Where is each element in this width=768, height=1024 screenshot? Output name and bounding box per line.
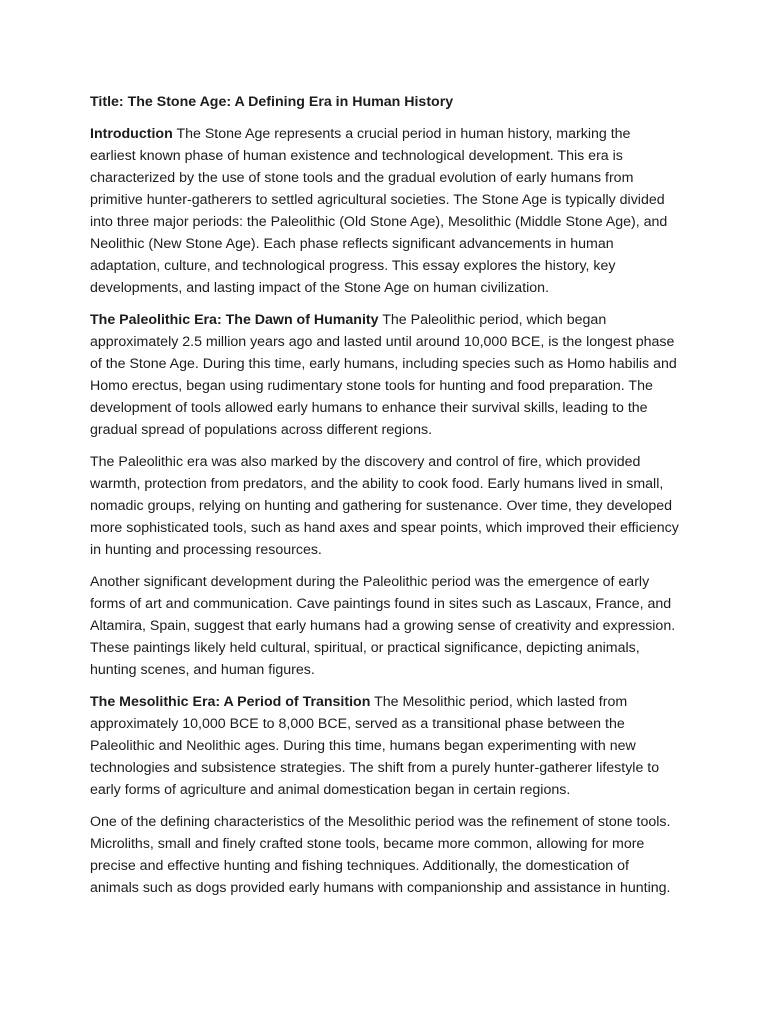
mesolithic-paragraph: [90, 692, 680, 802]
introduction-text: The Stone Age represents a crucial period in human history, marking the earliest known phase of human existence and technological development. This era is characterized by the use of stone tools and the gradual evolution of early humans from primitive hunter-gatherers to settled agricultural societies. The Stone Age is typically divided into three major periods: the Paleolithic (Old Stone Age), Mesolithic (Middle Stone Age), and Neolithic (New Stone Age). Each phase reflects significant advancements in human adaptation, culture, and technological progress. This essay explores the history, key developments, and lasting impact of the Stone Age on human civilization.: [90, 126, 668, 296]
mesolithic-tools-paragraph: One of the defining characteristics of the Mesolithic period was the refinement of stone tools. Microliths, small and finely crafted stone tools, became more common, allowing for more precise and effective hunting and fishing techniques. Additionally, the domestication of animals such as dogs provided early humans with companionship and assistance in hunting.: [90, 814, 671, 896]
mesolithic-text: The Mesolithic period, which lasted from approximately 10,000 BCE to 8,000 BCE, served as a transitional phase between the Paleolithic and Neolithic ages. During this time, humans began experimenting with new technologies and subsistence strategies. The shift from a purely hunter-gatherer lifestyle to early forms of agriculture and animal domestication began in certain regions.: [90, 694, 660, 798]
paleolithic-heading: The Paleolithic Era: The Dawn of Humanity: [90, 312, 379, 329]
paleolithic-art-paragraph: Another significant development during the Paleolithic period was the emergence of early forms of art and communication. Cave paintings found in sites such as Lascaux, France, and Altamira, Spain, suggest that early humans had a growing sense of creativity and expression. These paintings likely held cultural, spiritual, or practical significance, depicting animals, hunting scenes, and human figures.: [90, 574, 676, 678]
mesolithic-heading: The Mesolithic Era: A Period of Transition: [90, 694, 371, 711]
document-page: [90, 92, 680, 910]
document-title: Title: The Stone Age: A Defining Era in Human History: [90, 94, 454, 110]
paleolithic-text: The Paleolithic period, which began approximately 2.5 million years ago and lasted until around 10,000 BCE, is the longest phase of the Stone Age. During this time, early humans, including species such as Homo habilis and Homo erectus, began using rudimentary stone tools for hunting and food preparation. The development of tools allowed early humans to enhance their survival skills, leading to the gradual spread of populations across different regions.: [90, 312, 677, 438]
paleolithic-paragraph: [90, 310, 680, 441]
introduction-heading: Introduction: [90, 126, 173, 143]
paleolithic-fire-paragraph: The Paleolithic era was also marked by the discovery and control of fire, which provided warmth, protection from predators, and the ability to cook food. Early humans lived in small, nomadic groups, relying on hunting and gathering for sustenance. Over time, they developed more sophisticated tools, such as hand axes and spear points, which improved their efficiency in hunting and processing resources.: [90, 454, 679, 558]
introduction-paragraph: [90, 124, 680, 299]
